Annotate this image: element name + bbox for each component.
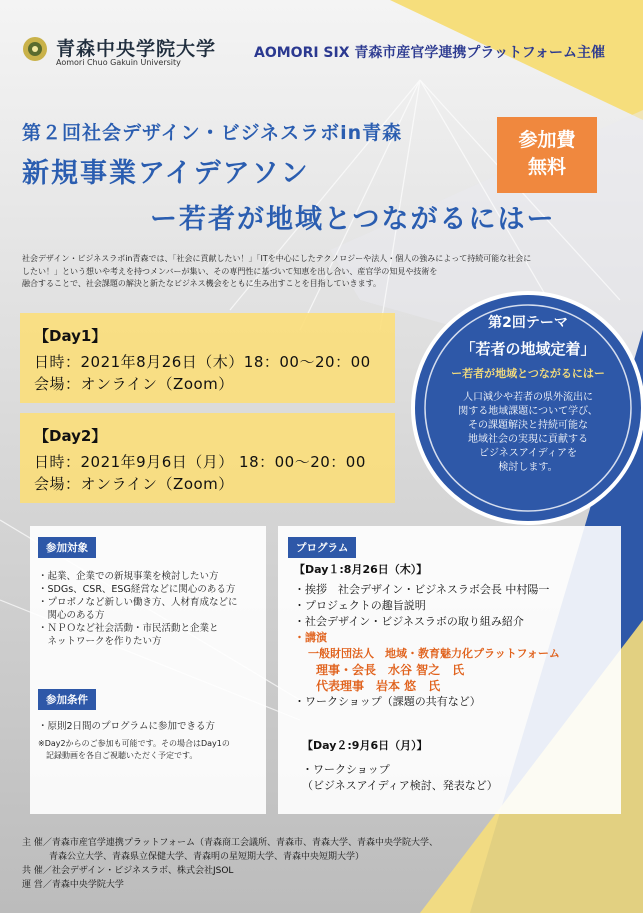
intro-line: 融合することで、社会課題の解決と新たなビジネス機会をともに生み出すことを目指していきます。 — [22, 279, 381, 288]
conditions-tag: 参加条件 — [38, 689, 96, 710]
target-tag: 参加対象 — [38, 537, 96, 558]
note-line: 記録動画を各自ご視聴いただく予定です。 — [38, 751, 198, 760]
theme-description — [420, 391, 636, 475]
program-day1-heading: 【Day１:8月26日（木）】 — [294, 563, 428, 576]
theme-label: 第2回テーマ — [488, 315, 568, 331]
footer-line: 主 催／青森市産官学連携プラットフォーム（青森商工会議所、青森市、青森大学、青森中央学院大学、 — [22, 838, 438, 848]
list-item: ・SDGs、CSR、ESG経営などに関心のある方 — [38, 584, 236, 595]
footer-credits — [22, 836, 632, 892]
day1-date: 日時：2021年8月26日（木）18：00〜20：00 — [34, 353, 371, 371]
program-tag: プログラム — [288, 537, 356, 558]
theme-desc-line: ビジネスアイディアを — [479, 448, 577, 459]
intro-line: 社会デザイン・ビジネスラボin青森では、「社会に貢献したい！」「ITを中心にしたテクノロジーや法人・個人の強みによって持続可能な社会に — [22, 254, 532, 263]
theme-subtitle: ー若者が地域とつながるにはー — [451, 367, 605, 380]
lecture-label: ・講演 — [294, 631, 327, 644]
theme-desc-line: 地域社会の実現に貢献する — [468, 434, 588, 445]
footer-line: 共 催／社会デザイン・ビジネスラボ、株式会社JSOL — [22, 866, 234, 876]
footer-line: 青森公立大学、青森県立保健大学、青森明の星短期大学、青森中央短期大学） — [22, 852, 365, 862]
list-item: ・プロジェクトの趣旨説明 — [294, 599, 426, 612]
day2-venue: 会場：オンライン（Zoom） — [34, 475, 234, 493]
list-item: （ビジネスアイディア検討、発表など） — [302, 779, 498, 792]
fee-badge — [497, 117, 597, 193]
intro-line: したい！」という想いや考えを持つメンバーが集い、その専門性に基づいて知恵を出し合い、産官学の知見や技術を — [22, 266, 438, 276]
footer-line: 運 営／青森中央学院大学 — [22, 880, 124, 890]
logo — [22, 34, 222, 74]
note-line: ※Day2からのご参加も可能です。その場合はDay1の — [38, 739, 230, 748]
fee-value: 無料 — [527, 156, 566, 178]
program-panel — [278, 526, 621, 814]
program-day2-list — [302, 762, 602, 794]
list-item: ・ワークショップ（課題の共有など） — [294, 695, 481, 708]
day1-heading: 【Day1】 — [34, 327, 107, 345]
theme-desc-line: その課題解決と持続可能な — [468, 420, 588, 431]
program-day2-heading: 【Day２:9月6日（月）】 — [302, 739, 428, 752]
theme-desc-line: 関する地域課題について学び、 — [458, 406, 598, 417]
event-tagline: ー若者が地域とつながるにはー — [150, 204, 556, 235]
event-subtitle: 第２回社会デザイン・ビジネスラボin青森 — [22, 122, 403, 144]
list-item: ・ＮＰＯなど社会活動・市民活動と企業と — [38, 623, 219, 634]
list-item: ・原則2日間のプログラムに参加できる方 — [38, 721, 215, 732]
university-emblem-icon — [22, 36, 48, 62]
day1-box — [20, 313, 395, 403]
fee-label: 参加費 — [518, 129, 576, 151]
conditions-list — [38, 720, 263, 733]
lecture-line: 理事・会長 水谷 智之 氏 — [316, 663, 465, 677]
lecture-line: 代表理事 岩本 悠 氏 — [316, 679, 441, 693]
day2-box — [20, 413, 395, 503]
list-item: ・起業、企業での新規事業を検討したい方 — [38, 571, 219, 582]
program-day1-list — [294, 582, 614, 710]
university-name-en: Aomori Chuo Gakuin University — [56, 58, 181, 67]
list-item: ・社会デザイン・ビジネスラボの取り組み紹介 — [294, 615, 524, 628]
target-list — [38, 570, 263, 648]
day2-heading: 【Day2】 — [34, 427, 107, 445]
intro-text — [22, 253, 622, 291]
event-title: 新規事業アイデアソン — [22, 158, 310, 189]
day2-date: 日時：2021年9月6日（月） 18：00〜20：00 — [34, 453, 366, 471]
lecture-line: 一般財団法人 地域・教育魅力化プラットフォーム — [308, 647, 560, 660]
university-name: 青森中央学院大学 — [56, 38, 217, 60]
organizer-text: AOMORI SIX 青森市産官学連携プラットフォーム主催 — [254, 45, 605, 61]
conditions-note — [38, 738, 266, 762]
list-item: ・プロボノなど新しい働き方、人材育成などに — [38, 597, 238, 608]
theme-desc-line: 人口減少や若者の県外流出に — [463, 392, 593, 403]
list-item: ネットワークを作りたい方 — [38, 636, 162, 647]
day1-venue: 会場：オンライン（Zoom） — [34, 375, 234, 393]
list-item: 関心のある方 — [38, 610, 105, 621]
list-item: ・挨拶 社会デザイン・ビジネスラボ会長 中村陽一 — [294, 583, 550, 596]
theme-desc-line: 検討します。 — [498, 462, 558, 473]
list-item: ・ワークショップ — [302, 763, 390, 776]
target-panel — [30, 526, 266, 814]
theme-circle — [420, 312, 636, 475]
theme-title: 「若者の地域定着」 — [460, 340, 596, 358]
